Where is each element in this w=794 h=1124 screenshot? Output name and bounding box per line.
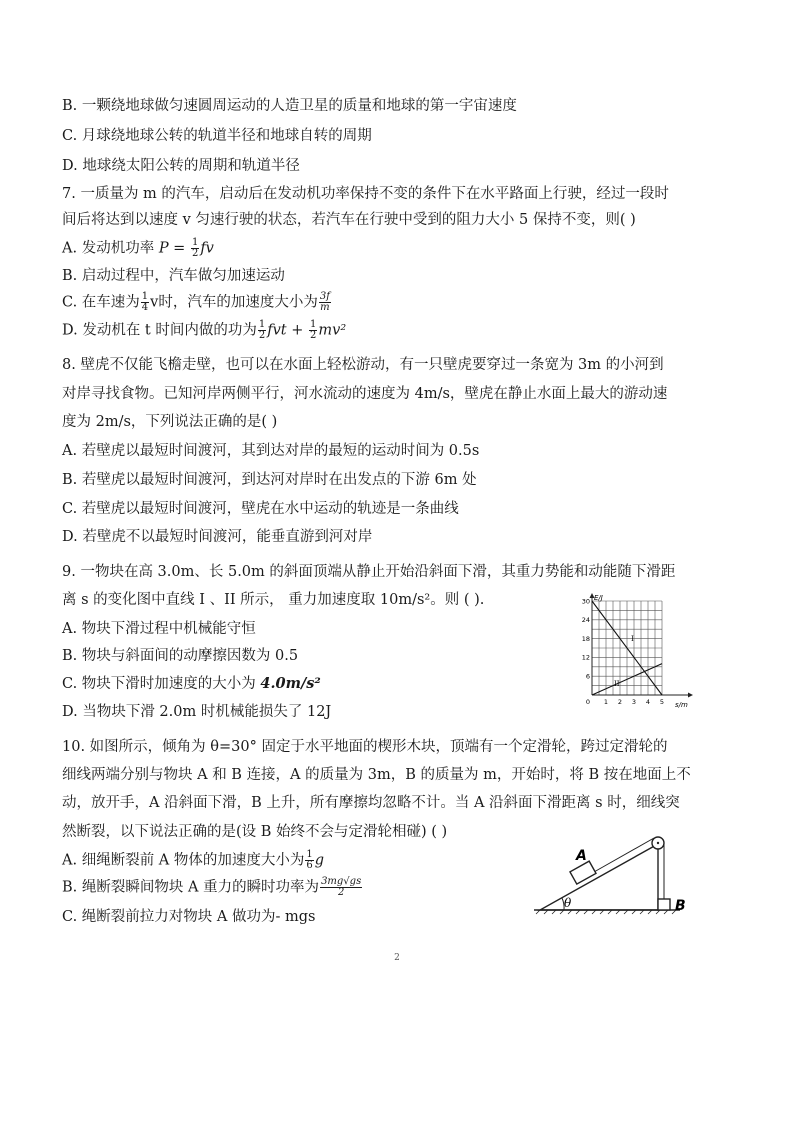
incline-pulley-figure (530, 826, 700, 918)
question-7-option-b: B. 启动过程中，汽车做匀加速运动 (62, 268, 285, 284)
fraction-denominator: 6 (306, 860, 313, 871)
fraction-numerator: 1 (258, 319, 266, 330)
fraction-numerator: 1 (141, 291, 149, 302)
option-d-text: D. 地球绕太阳公转的周期和轨道半径 (62, 158, 300, 174)
question-10-stem-cont2: 动，放开手，A 沿斜面下滑，B 上升，所有摩擦均忽略不计。当 A 沿斜面下滑距离 s 时，细线突 (62, 795, 680, 811)
question-10-option-a (62, 850, 324, 871)
fraction-denominator: 2 (191, 248, 199, 259)
question-9-stem-cont: 离 s 的变化图中直线 I 、II 所示， 重力加速度取 10m/s²。则 ( ). (62, 592, 485, 608)
question-8-stem-cont: 对岸寻找食物。已知河岸两侧平行，河水流动的速度为 4m/s，壁虎在静止水面上最大的游动速 (62, 386, 668, 402)
question-10-stem-cont3: 然断裂，以下说法正确的是(设 B 始终不会与定滑轮相碰) ( ) (62, 824, 448, 840)
question-9-option-c (62, 674, 321, 694)
question-9-option-a: A. 物块下滑过程中机械能守恒 (62, 621, 256, 637)
question-9-stem: 9. 一物块在高 3.0m、长 5.0m 的斜面顶端从静止开始沿斜面下滑，其重力势能和动能随下滑距 (62, 564, 676, 580)
y-tick-label: 24 (581, 616, 590, 625)
fraction (319, 292, 331, 313)
x-axis-label: s/m (675, 701, 688, 709)
x-tick-label: 5 (659, 698, 665, 706)
wedge (540, 844, 658, 910)
fraction-numerator: 3mg√gs (321, 876, 362, 887)
x-tick-label: 3 (631, 698, 637, 706)
math-text: g (314, 852, 325, 869)
fraction-denominator: 2 (337, 887, 345, 898)
option-c-text: C. 月球绕地球公转的轨道半径和地球自转的周期 (62, 128, 372, 144)
question-10-option-b (62, 877, 363, 898)
question-7-stem: 7. 一质量为 m 的汽车，启动后在发动机功率保持不变的条件下在水平路面上行驶，经过一段时 (62, 186, 669, 202)
fraction-numerator: 1 (306, 849, 313, 860)
block-b (658, 899, 670, 910)
question-9-option-b: B. 物块与斜面间的动摩擦因数为 0.5 (62, 648, 299, 664)
fraction-denominator: m (320, 302, 330, 313)
option-label: C. 在车速为 (62, 294, 140, 311)
graph-x-ticks (586, 698, 664, 706)
option-label: C. 物块下滑时加速度的大小为 (62, 676, 261, 692)
question-8-option-c: C. 若壁虎以最短时间渡河，壁虎在水中运动的轨迹是一条曲线 (62, 501, 459, 517)
fraction (309, 320, 317, 341)
fraction (191, 238, 199, 259)
question-8-option-a: A. 若壁虎以最短时间渡河，其到达对岸的最短的运动时间为 0.5s (62, 443, 480, 459)
question-7-option-d (62, 320, 346, 341)
question-8-stem: 8. 壁虎不仅能飞檐走壁，也可以在水面上轻松游动，有一只壁虎要穿过一条宽为 3m 的小河到 (62, 357, 664, 373)
fraction (305, 850, 313, 871)
y-tick-label: 12 (581, 653, 590, 662)
question-7-option-c (62, 292, 332, 313)
x-tick-label: 2 (617, 698, 623, 706)
energy-graph (576, 591, 696, 713)
option-b-text: B. 一颗绕地球做匀速圆周运动的人造卫星的质量和地球的第一宇宙速度 (62, 98, 517, 114)
pulley-axle (657, 842, 659, 844)
question-10-stem-cont: 细线两端分别与物块 A 和 B 连接，A 的质量为 3m，B 的质量为 m，开始时，将 B 按在地面上不 (62, 767, 691, 783)
x-tick-label: 0 (585, 698, 591, 706)
y-axis-label: E/J (594, 594, 603, 602)
x-tick-label: 4 (645, 698, 651, 706)
math-text: fv (200, 240, 214, 257)
question-8-stem-cont2: 度为 2m/s，下列说法正确的是( ) (62, 414, 278, 430)
fraction-denominator: 2 (258, 330, 266, 341)
math-text: mv² (318, 322, 347, 339)
option-label: B. 绳断裂瞬间物块 A 重力的瞬时功率为 (62, 879, 320, 896)
x-tick-label: 1 (603, 698, 609, 706)
option-label: A. 细绳断裂前 A 物体的加速度大小为 (62, 852, 305, 869)
question-8-option-d: D. 若壁虎不以最短时间渡河，能垂直游到河对岸 (62, 529, 373, 545)
fraction-denominator: 4 (141, 302, 149, 313)
y-tick-label: 6 (585, 672, 590, 681)
fraction-numerator: 1 (310, 319, 317, 330)
question-9-option-d: D. 当物块下滑 2.0m 时机械能损失了 12J (62, 704, 332, 720)
block-b-label: B (675, 898, 686, 914)
fraction (320, 877, 362, 898)
line-ii-label: II (614, 680, 620, 688)
math-text: fvt + (267, 322, 309, 339)
math-text: 4.0m/s² (260, 675, 321, 692)
fraction (258, 320, 266, 341)
question-7-option-a (62, 238, 214, 259)
fraction-denominator: 2 (310, 330, 317, 341)
option-text: v时，汽车的加速度大小为 (150, 294, 318, 311)
y-tick-label: 18 (581, 634, 590, 643)
block-a-label: A (576, 848, 587, 864)
option-label: D. 发动机在 t 时间内做的功为 (62, 322, 257, 339)
question-10-option-c: C. 绳断裂前拉力对物块 A 做功为- mgs (62, 909, 316, 925)
line-i-label: I (631, 635, 634, 643)
math-text: P = (158, 240, 190, 257)
theta-label: θ (564, 896, 572, 910)
question-10-stem: 10. 如图所示，倾角为 θ=30° 固定于水平地面的楔形木块，顶端有一个定滑轮，跨过定滑轮的 (62, 739, 668, 755)
y-tick-label: 30 (581, 597, 590, 606)
fraction (141, 292, 149, 313)
question-7-stem-cont: 间后将达到以速度 v 匀速行驶的状态，若汽车在行驶中受到的阻力大小 5 保持不变，则( ) (62, 212, 636, 228)
graph-y-ticks (582, 597, 590, 680)
x-axis-arrow (688, 693, 693, 698)
question-8-option-b: B. 若壁虎以最短时间渡河，到达河对岸时在出发点的下游 6m 处 (62, 472, 477, 488)
rope-incline (594, 838, 654, 872)
option-label: A. 发动机功率 (62, 240, 159, 257)
page-number: 2 (394, 953, 400, 963)
fraction-numerator: 1 (191, 237, 199, 248)
fraction-numerator: 3f (319, 291, 330, 302)
